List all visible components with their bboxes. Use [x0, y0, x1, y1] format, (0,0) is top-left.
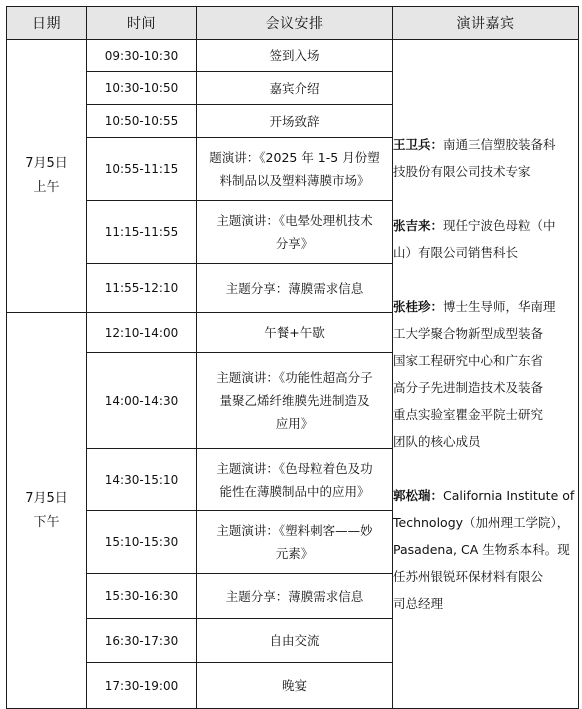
agenda-cell	[197, 449, 393, 511]
header-row	[7, 7, 579, 40]
agenda-cell: 签到入场	[197, 40, 393, 72]
speaker-desc: 重点实验室瞿金平院士研究	[393, 407, 544, 422]
agenda-line: 主题演讲：《色母粒着色及功	[216, 460, 373, 476]
agenda-line: 元素》	[275, 546, 314, 561]
speaker-entry	[393, 212, 578, 266]
agenda-line: 应用》	[275, 416, 314, 431]
speaker-name: 张吉来：	[393, 218, 444, 233]
speaker-desc: 司总经理	[393, 596, 444, 611]
header-date: 日期	[7, 7, 87, 40]
speaker-desc: 现任宁波色母粒（中	[443, 218, 556, 233]
agenda-line: 题演讲：《2025 年 1-5 月份塑	[209, 150, 380, 165]
time-cell: 14:00-14:30	[87, 353, 197, 449]
date-morning-period: 上午	[33, 180, 60, 195]
speaker-desc: 工大学聚合物新型成型装备	[393, 326, 544, 341]
speaker-name: 郭松瑞：	[393, 488, 444, 503]
time-cell: 17:30-19:00	[87, 663, 197, 709]
agenda-cell	[197, 138, 393, 201]
speakers-cell	[393, 40, 579, 709]
agenda-line: 量聚乙烯纤维膜先进制造及	[219, 393, 370, 408]
agenda-line: 分享》	[275, 236, 314, 251]
speaker-desc: 团队的核心成员	[393, 434, 481, 449]
speaker-desc: 任苏州银锐环保材料有限公	[393, 569, 544, 584]
speaker-desc: 博士生导师，华南理	[443, 299, 556, 314]
speaker-desc: California Institute of	[443, 488, 575, 503]
header-speakers: 演讲嘉宾	[393, 7, 579, 40]
time-cell: 10:50-10:55	[87, 105, 197, 138]
date-afternoon-period: 下午	[33, 514, 60, 530]
speaker-entry	[393, 293, 578, 455]
speaker-desc: 国家工程研究中心和广东省	[393, 353, 544, 368]
header-agenda: 会议安排	[197, 7, 393, 40]
time-cell: 16:30-17:30	[87, 619, 197, 663]
speaker-desc: Pasadena, CA 生物系本科。现	[393, 542, 570, 557]
time-cell: 15:30-16:30	[87, 574, 197, 619]
speaker-desc: Technology（加州理工学院），	[393, 515, 570, 530]
speaker-name: 张桂珍：	[393, 299, 444, 314]
agenda-cell: 主题分享：薄膜需求信息	[197, 264, 393, 313]
agenda-cell: 晚宴	[197, 663, 393, 709]
time-cell: 10:30-10:50	[87, 72, 197, 105]
date-cell-afternoon	[7, 313, 87, 709]
agenda-cell: 午餐+午歇	[197, 313, 393, 353]
speaker-desc: 高分子先进制造技术及装备	[393, 380, 544, 395]
agenda-cell: 自由交流	[197, 619, 393, 663]
speaker-entry	[393, 482, 578, 617]
agenda-line: 能性在薄膜制品中的应用》	[219, 483, 370, 499]
time-cell: 14:30-15:10	[87, 449, 197, 511]
date-morning-day: 7月5日	[25, 156, 68, 171]
speaker-name: 王卫兵：	[393, 137, 444, 152]
time-cell: 15:10-15:30	[87, 511, 197, 574]
agenda-cell	[197, 353, 393, 449]
agenda-line: 主题演讲：《功能性超高分子	[216, 370, 373, 385]
agenda-line: 料制品以及塑料薄膜市场》	[219, 173, 370, 188]
date-afternoon-day: 7月5日	[25, 490, 68, 506]
speaker-desc: 山）有限公司销售科长	[393, 245, 519, 260]
speaker-desc: 技股份有限公司技术专家	[393, 164, 531, 179]
agenda-line: 主题演讲：《塑料刺客——妙	[216, 523, 373, 538]
time-cell: 11:55-12:10	[87, 264, 197, 313]
agenda-cell	[197, 201, 393, 264]
agenda-cell: 嘉宾介绍	[197, 72, 393, 105]
agenda-cell: 主题分享：薄膜需求信息	[197, 574, 393, 619]
speaker-entry	[393, 131, 578, 185]
time-cell: 11:15-11:55	[87, 201, 197, 264]
header-time: 时间	[87, 7, 197, 40]
schedule-table	[6, 6, 579, 709]
time-cell: 10:55-11:15	[87, 138, 197, 201]
table-row	[7, 40, 579, 72]
speaker-desc: 南通三信塑胶装备科	[443, 137, 556, 152]
agenda-cell	[197, 511, 393, 574]
date-cell-morning	[7, 40, 87, 313]
time-cell: 09:30-10:30	[87, 40, 197, 72]
time-cell: 12:10-14:00	[87, 313, 197, 353]
agenda-cell: 开场致辞	[197, 105, 393, 138]
agenda-line: 主题演讲：《电晕处理机技术	[216, 213, 373, 228]
